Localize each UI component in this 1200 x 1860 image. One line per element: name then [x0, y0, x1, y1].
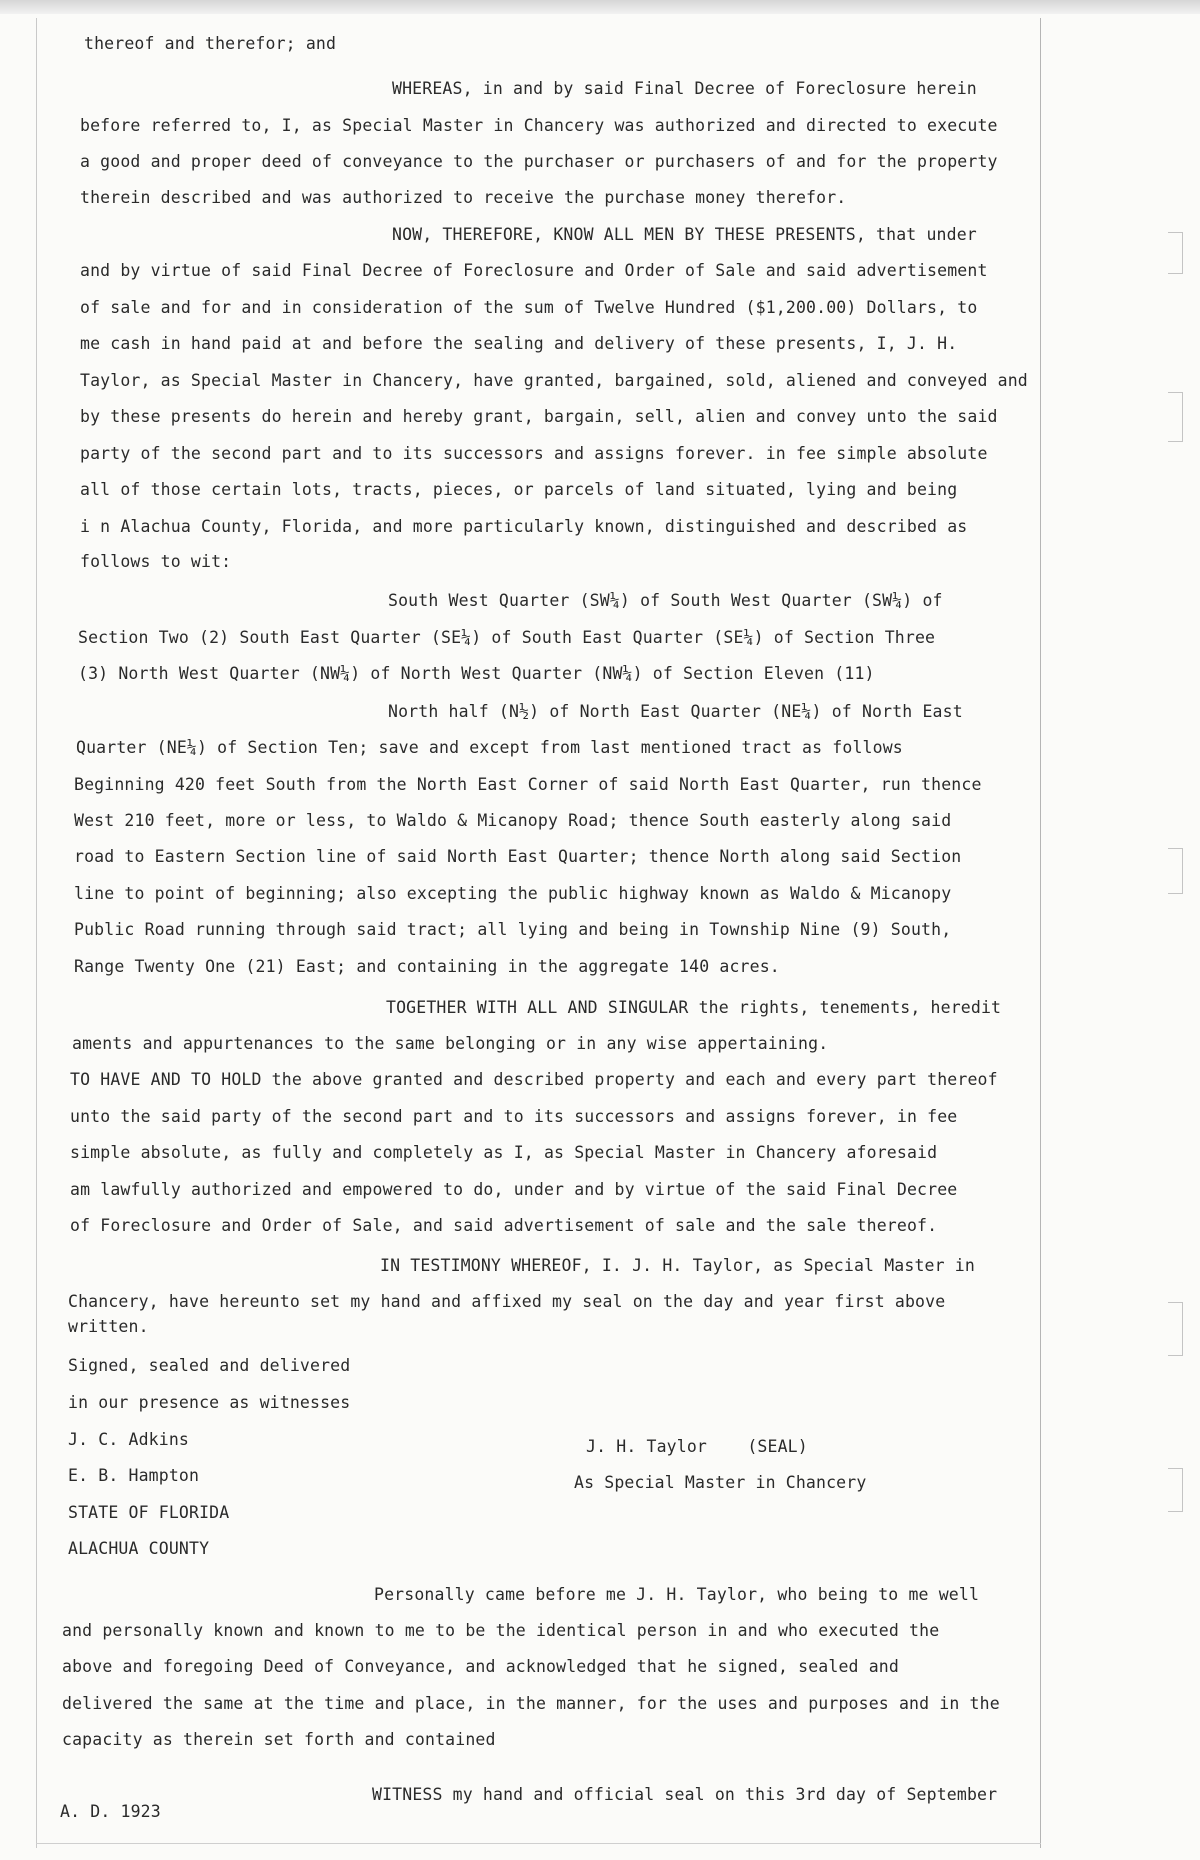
text-line: Section Two (2) South East Quarter (SE¼) of South East Quarter (SE¼) of Section Three	[78, 628, 936, 647]
text-line: simple absolute, as fully and completely as I, as Special Master in Chancery aforesaid	[70, 1143, 938, 1162]
text-line: Beginning 420 feet South from the North East Corner of said North East Quarter, run thence	[74, 775, 982, 794]
page-right-rule	[1040, 18, 1041, 1848]
text-line: and personally known and known to me to be the identical person in and who executed the	[62, 1621, 940, 1640]
text-line: before referred to, I, as Special Master in Chancery was authorized and directed to execute	[80, 116, 998, 135]
text-line: North half (N½) of North East Quarter (NE¼) of North East	[388, 702, 963, 721]
text-line: (3) North West Quarter (NW¼) of North West Quarter (NW¼) of Section Eleven (11)	[78, 664, 875, 683]
text-line: all of those certain lots, tracts, pieces, or parcels of land situated, lying and being	[80, 480, 958, 499]
signatory-line: J. H. Taylor (SEAL)	[586, 1437, 808, 1456]
page-bottom-rule	[36, 1843, 1041, 1844]
text-line: Chancery, have hereunto set my hand and affixed my seal on the day and year first above	[68, 1292, 946, 1311]
text-line: WITNESS my hand and official seal on this 3rd day of September	[372, 1785, 998, 1804]
text-line: Quarter (NE¼) of Section Ten; save and except from last mentioned tract as follows	[76, 738, 903, 757]
text-line: of Foreclosure and Order of Sale, and said advertisement of sale and the sale thereof.	[70, 1216, 938, 1235]
text-line: Public Road running through said tract; all lying and being in Township Nine (9) South,	[74, 920, 952, 939]
text-line: line to point of beginning; also excepting the public highway known as Waldo & Micanopy	[74, 884, 952, 903]
text-line: TO HAVE AND TO HOLD the above granted and described property and each and every part thereof	[70, 1070, 998, 1089]
text-line: TOGETHER WITH ALL AND SINGULAR the rights, tenements, heredit	[386, 998, 1002, 1017]
venue-state: STATE OF FLORIDA	[68, 1503, 230, 1522]
text-line: therein described and was authorized to receive the purchase money therefor.	[80, 188, 847, 207]
text-line: unto the said party of the second part and to its successors and assigns forever, in fee	[70, 1107, 958, 1126]
signatory-title: As Special Master in Chancery	[574, 1473, 867, 1492]
text-line: Personally came before me J. H. Taylor, who being to me well	[374, 1585, 980, 1604]
text-line: IN TESTIMONY WHEREOF, I. J. H. Taylor, as Special Master in	[380, 1256, 975, 1275]
text-line: i n Alachua County, Florida, and more particularly known, distinguished and described as	[80, 517, 968, 536]
date-line: A. D. 1923	[60, 1802, 161, 1821]
text-line: Range Twenty One (21) East; and containing in the aggregate 140 acres.	[74, 957, 780, 976]
text-line: of sale and for and in consideration of the sum of Twelve Hundred ($1,200.00) Dollars, to	[80, 298, 978, 317]
margin-mark	[1168, 232, 1183, 274]
margin-mark	[1168, 392, 1183, 442]
page-left-rule	[36, 18, 37, 1848]
text-line: South West Quarter (SW¼) of South West Quarter (SW¼) of	[388, 591, 943, 610]
text-line: a good and proper deed of conveyance to the purchaser or purchasers of and for the property	[80, 152, 998, 171]
text-line: delivered the same at the time and place, in the manner, for the uses and purposes and in the	[62, 1694, 1000, 1713]
text-line: follows to wit:	[80, 552, 232, 571]
witness-name: E. B. Hampton	[68, 1466, 200, 1485]
text-line: road to Eastern Section line of said North East Quarter; thence North along said Section	[74, 847, 962, 866]
margin-mark	[1168, 1302, 1183, 1356]
text-line: above and foregoing Deed of Conveyance, and acknowledged that he signed, sealed and	[62, 1657, 899, 1676]
witness-name: J. C. Adkins	[68, 1430, 190, 1449]
text-line: aments and appurtenances to the same belonging or in any wise appertaining.	[72, 1034, 829, 1053]
text-line: thereof and therefor; and	[84, 34, 337, 53]
scan-top-edge	[0, 0, 1200, 14]
text-line: and by virtue of said Final Decree of Foreclosure and Order of Sale and said advertisement	[80, 261, 988, 280]
text-line: written.	[68, 1317, 149, 1336]
text-line: am lawfully authorized and empowered to do, under and by virtue of the said Final Decree	[70, 1180, 958, 1199]
text-line: WHEREAS, in and by said Final Decree of Foreclosure herein	[392, 79, 977, 98]
text-line: me cash in hand paid at and before the sealing and delivery of these presents, I, J. H.	[80, 334, 958, 353]
venue-county: ALACHUA COUNTY	[68, 1539, 210, 1558]
text-line: capacity as therein set forth and contained	[62, 1730, 496, 1749]
margin-mark	[1168, 1468, 1183, 1512]
text-line: West 210 feet, more or less, to Waldo & Micanopy Road; thence South easterly along said	[74, 811, 952, 830]
text-line: NOW, THEREFORE, KNOW ALL MEN BY THESE PRESENTS, that under	[392, 225, 977, 244]
text-line: Signed, sealed and delivered	[68, 1356, 351, 1375]
text-line: party of the second part and to its successors and assigns forever. in fee simple absolute	[80, 444, 988, 463]
margin-mark	[1168, 848, 1183, 894]
text-line: by these presents do herein and hereby grant, bargain, sell, alien and convey unto the said	[80, 407, 998, 426]
text-line: in our presence as witnesses	[68, 1393, 351, 1412]
text-line: Taylor, as Special Master in Chancery, have granted, bargained, sold, aliened and conveyed and	[80, 371, 1028, 390]
